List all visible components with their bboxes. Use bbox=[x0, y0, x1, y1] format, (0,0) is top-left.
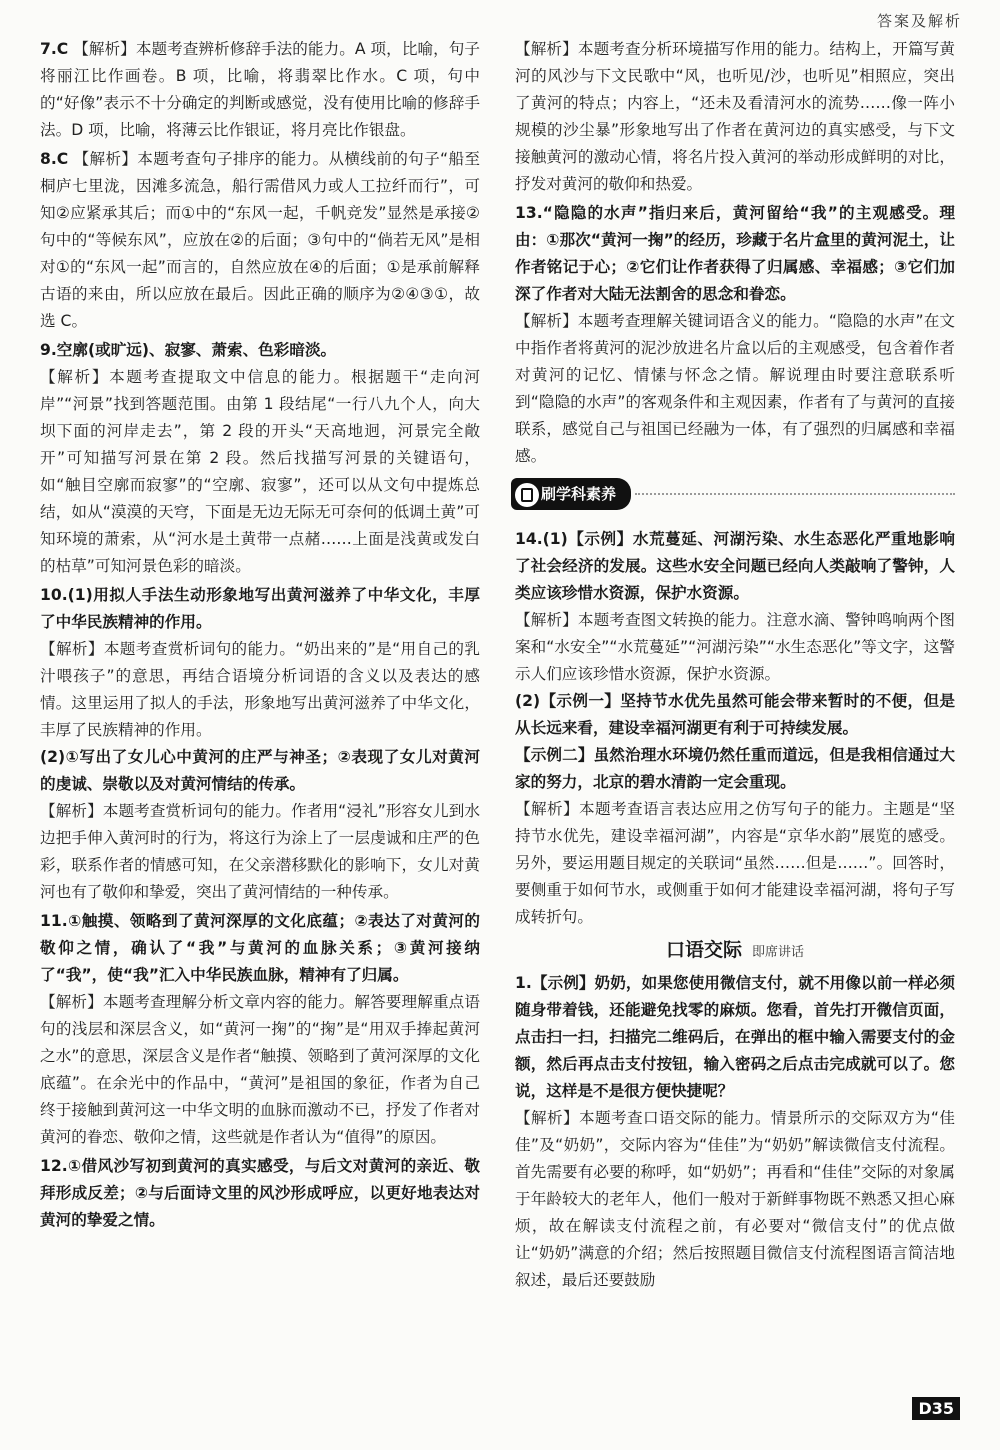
question-1 bbox=[515, 970, 955, 1294]
question-number: 10. bbox=[40, 586, 68, 604]
question-7 bbox=[40, 36, 480, 144]
question-number: 14. bbox=[515, 530, 543, 548]
answer-text: 【示例】奶奶，如果您使用微信支付，就不用像以前一样必须随身带着钱，还能避免找零的麻烦。您看，首先打开微信页面，点击扫一扫，扫描完二维码后，在弹出的框中输入需要支付的金额，然后再点击支付按钮，输入密码之后点击完成就可以了。您说，这样是不是很方便快捷呢？ bbox=[515, 974, 955, 1100]
answer-text: “隐隐的水声”指归来后，黄河留给“我”的主观感受。理由：①那次“黄河一掬”的经历，珍藏于名片盒里的黄河泥土，让作者铭记于心；②它们让作者获得了归属感、幸福感；③它们加深了作者对大陆无法割舍的思念和眷恋。 bbox=[515, 204, 955, 303]
section-subtitle: 即席讲话 bbox=[752, 945, 805, 960]
dotted-divider bbox=[635, 493, 955, 495]
answer-text: ①借风沙写初到黄河的真实感受，与后文对黄河的亲近、敬拜形成反差；②与后面诗文里的风沙形成呼应，以更好地表达对黄河的挚爱之情。 bbox=[40, 1157, 480, 1229]
analysis-text: 【解析】本题考查辨析修辞手法的能力。A 项，比喻，句子将丽江比作画卷。B 项，比喻，将翡翠比作水。C 项，句中的“好像”表示不十分确定的判断或感觉，没有使用比喻的修辞手法。D 项，比喻，将薄云比作银证，将月亮比作银盘。 bbox=[40, 40, 480, 139]
analysis-text: 【解析】本题考查提取文中信息的能力。根据题干“走向河岸”“河景”找到答题范围。由第 1 段结尾“一行八九个人，向大坝下面的河岸走去”，第 2 段的开头“天高地迥，河景完全敞开”可知描写河景在第 2 段。然后找描写河景的关键语句，如“触目空廓而寂寥”的“空廓、寂寥”，还可以从文句中提炼总结，如从“漠漠的天穹，下面是无边无际无可奈何的低调土黄”可知环境的萧索，从“河水是土黄带一点赭……上面是浅黄或发白的枯草”可知河景色彩的暗淡。 bbox=[40, 368, 480, 575]
analysis-text: 【解析】本题考查分析环境描写作用的能力。结构上，开篇写黄河的风沙与下文民歌中“风，也听见/沙，也听见”相照应，突出了黄河的特点；内容上，“还未及看清河水的流势……像一阵小规模的沙尘暴”形象地写出了作者在黄河边的真实感受，与下文接触黄河的激动心情，将名片投入黄河的举动形成鲜明的对比，抒发对黄河的敬仰和热爱。 bbox=[515, 40, 955, 193]
question-8 bbox=[40, 146, 480, 335]
question-13 bbox=[515, 200, 955, 470]
analysis-text: 【解析】本题考查理解分析文章内容的能力。解答要理解重点语句的浅层和深层含义，如“黄河一掬”的“掬”是“用双手捧起黄河之水”的意思，深层含义是作者“触摸、领略到了黄河深厚的文化底蕴”。在余光中的作品中，“黄河”是祖国的象征，作者为自己终于接触到黄河这一中华文明的血脉而激动不已，抒发了作者对黄河的眷恋、敬仰之情，这些就是作者认为“值得”的原因。 bbox=[40, 993, 480, 1146]
analysis-text: 【解析】本题考查口语交际的能力。情景所示的交际双方为“佳佳”及“奶奶”，交际内容为“佳佳”为“奶奶”解读微信支付流程。首先需要有必要的称呼，如“奶奶”；再看和“佳佳”交际的对象属于年龄较大的老年人，他们一般对于新鲜事物既不熟悉又担心麻烦，故在解读支付流程之前，有必要对“微信支付”的优点做让“奶奶”满意的介绍；然后按照题目微信支付流程图语言简洁地叙述，最后还要鼓励 bbox=[515, 1109, 955, 1289]
question-12 bbox=[40, 1153, 480, 1234]
question-number: 8. bbox=[40, 150, 57, 168]
answer-text: 空廓(或旷远)、寂寥、萧索、色彩暗淡。 bbox=[56, 341, 337, 359]
answer-text: (1)【示例】水荒蔓延、河湖污染、水生态恶化严重地影响了社会经济的发展。这些水安全问题已经向人类敲响了警钟，人类应该珍惜水资源，保护水资源。 bbox=[515, 530, 955, 602]
question-number: 13. bbox=[515, 204, 543, 222]
analysis-text: 【解析】本题考查赏析词句的能力。“奶出来的”是“用自己的乳汁喂孩子”的意思，再结合语境分析词语的含义以及表达的感情。这里运用了拟人的手法，形象地写出黄河滋养了中华文化，丰厚了民族精神的作用。 bbox=[40, 640, 480, 739]
question-14 bbox=[515, 526, 955, 931]
section-title bbox=[515, 937, 955, 966]
question-number: 9. bbox=[40, 341, 57, 359]
page-number: D35 bbox=[912, 1397, 960, 1420]
question-9 bbox=[40, 337, 480, 580]
answer-text: (2)①写出了女儿心中黄河的庄严与神圣；②表现了女儿对黄河的虔诚、崇敬以及对黄河情结的传承。 bbox=[40, 748, 480, 793]
question-number: 12. bbox=[40, 1157, 68, 1175]
answer-text: C bbox=[56, 150, 69, 168]
answer-text: 【示例二】虽然治理水环境仍然任重而道远，但是我相信通过大家的努力，北京的碧水清韵一定会重现。 bbox=[515, 746, 955, 791]
banner-label: 刷学科素养 bbox=[541, 485, 617, 503]
question-number: 1. bbox=[515, 974, 532, 992]
question-number: 7. bbox=[40, 40, 57, 58]
section-title-text: 口语交际 bbox=[665, 939, 742, 961]
answer-text: ①触摸、领略到了黄河深厚的文化底蕴；②表达了对黄河的敬仰之情，确认了“我”与黄河的血脉关系；③黄河接纳了“我”，使“我”汇入中华民族血脉，精神有了归属。 bbox=[40, 912, 480, 984]
analysis-text: 【解析】本题考查赏析词句的能力。作者用“浸礼”形容女儿到水边把手伸入黄河时的行为，将这行为涂上了一层虔诚和庄严的色彩，联系作者的情感可知，在父亲潜移默化的影响下，女儿对黄河也有了敬仰和挚爱，突出了黄河情结的一种传承。 bbox=[40, 802, 480, 901]
question-number: 11. bbox=[40, 912, 68, 930]
section-banner bbox=[511, 476, 955, 516]
banner-badge bbox=[511, 478, 631, 510]
left-column bbox=[40, 36, 480, 1236]
question-11 bbox=[40, 908, 480, 1151]
analysis-text: 【解析】本题考查句子排序的能力。从横线前的句子“船至桐庐七里泷，因滩多流急，船行需借风力或人工拉纤而行”，可知②应紧承其后；而①中的“东风一起，千帆竞发”显然是承接②句中的“等候东风”，应放在②的后面；③句中的“倘若无风”是相对①的“东风一起”而言的，自然应放在④的后面；①是承前解释古语的来由，所以应放在最后。因此正确的顺序为②④③①，故选 C。 bbox=[40, 150, 480, 330]
right-column bbox=[515, 36, 955, 1296]
page-header: 答案及解析 bbox=[876, 12, 962, 30]
question-10 bbox=[40, 582, 480, 906]
answer-text: (2)【示例一】坚持节水优先虽然可能会带来暂时的不便，但是从长远来看，建设幸福河湖更有利于可持续发展。 bbox=[515, 692, 955, 737]
analysis-text: 【解析】本题考查图文转换的能力。注意水滴、警钟鸣响两个图案和“水安全”“水荒蔓延”“河湖污染”“水生态恶化”等文字，这警示人们应该珍惜水资源，保护水资源。 bbox=[515, 611, 955, 683]
analysis-text: 【解析】本题考查理解关键词语含义的能力。“隐隐的水声”在文中指作者将黄河的泥沙放进名片盒以后的主观感受，包含着作者对黄河的记忆、情愫与怀念之情。解说理由时要注意联系听到“隐隐的水声”的客观条件和主观因素，作者有了与黄河的直接联系，感觉自己与祖国已经融为一体，有了强烈的归属感和幸福感。 bbox=[515, 312, 955, 465]
answer-text: C bbox=[56, 40, 69, 58]
book-icon bbox=[515, 483, 539, 507]
analysis-text: 【解析】本题考查语言表达应用之仿写句子的能力。主题是“坚持节水优先，建设幸福河湖”，内容是“京华水韵”展览的感受。另外，要运用题目规定的关联词“虽然……但是……”。回答时，要侧重于如何节水，或侧重于如何才能建设幸福河湖，将句子写成转折句。 bbox=[515, 800, 955, 926]
answer-text: (1)用拟人手法生动形象地写出黄河滋养了中华文化，丰厚了中华民族精神的作用。 bbox=[40, 586, 480, 631]
